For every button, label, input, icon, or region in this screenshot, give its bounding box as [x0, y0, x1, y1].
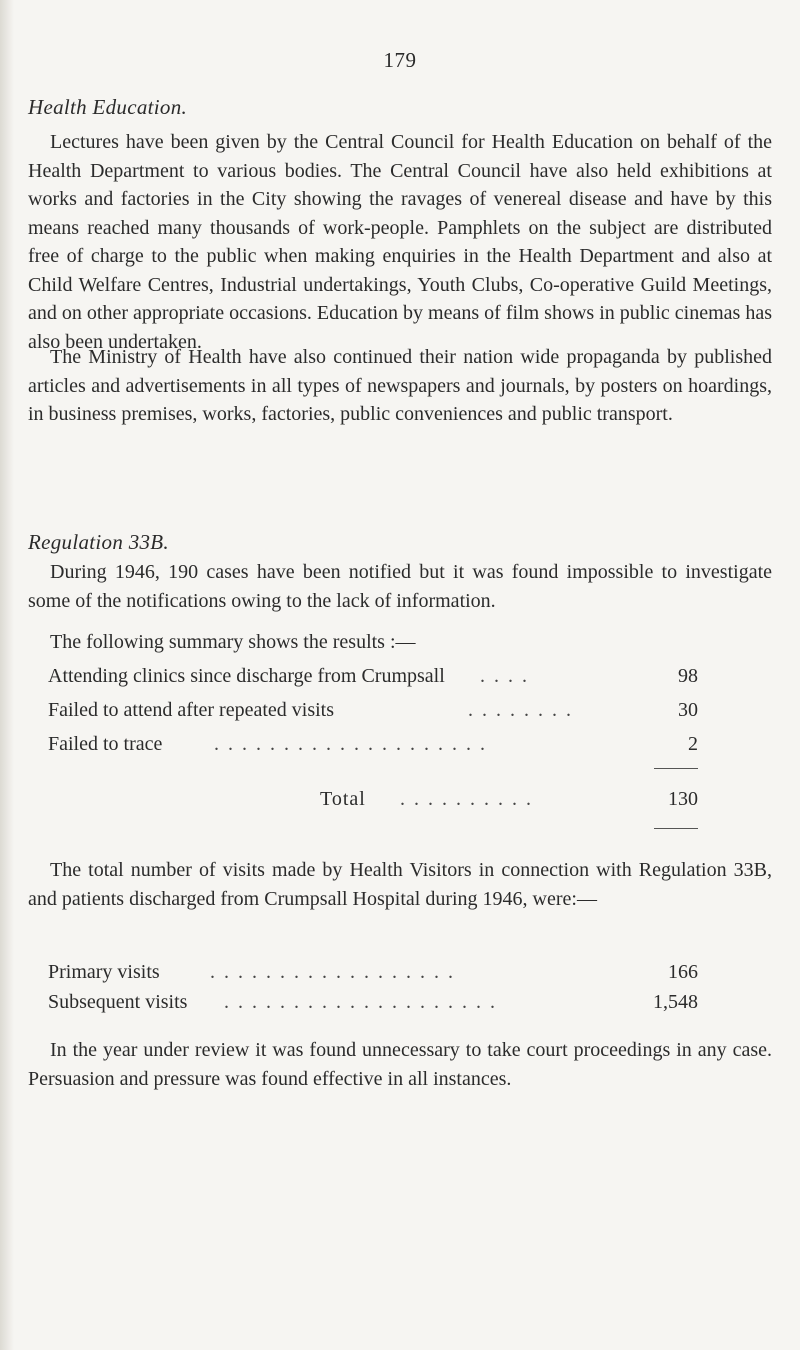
paragraph-health-education-lectures: [28, 128, 772, 356]
paragraph-ministry-propaganda: [28, 343, 772, 429]
dot-leader: . . . .: [480, 665, 529, 687]
paragraph-regulation-cases: [28, 558, 772, 615]
dot-leader: . . . . . . . . . . . . . . . . . .: [210, 961, 455, 983]
paragraph-text: In the year under review it was found unnecessary to take court proceedings in any case. Persuasion and pressure was found effective in all instances.: [28, 1039, 772, 1090]
visits-value: 1,548: [653, 991, 698, 1013]
sum-rule-bottom: [654, 828, 698, 829]
paragraph-text: Lectures have been given by the Central Council for Health Education on behalf of the Health Department to various bodies. The Central Council have also held exhibitions at works and factories in the City showing the ravages of venereal disease and have by this means reached many thousands of work-people. Pamphlets on the subject are distributed free of charge to the public when making enquiries in the Health Department and also at Child Welfare Centres, Industrial undertakings, Youth Clubs, Co-operative Guild Meetings, and on other appropriate occasions. Education by means of film shows in public cinemas has also been undertaken.: [28, 131, 772, 353]
summary-intro: [28, 628, 772, 657]
sum-rule-top: [654, 768, 698, 769]
dot-leader: . . . . . . . . . . . . . . . . . . . .: [224, 991, 497, 1013]
summary-value: 30: [678, 699, 698, 721]
dot-leader: . . . . . . . . . . . . . . . . . . . .: [214, 733, 487, 755]
page-binding-edge: [0, 0, 14, 1350]
paragraph-text: The following summary shows the results :—: [50, 631, 416, 653]
dot-leader: . . . . . . . .: [468, 699, 573, 721]
visits-label: Subsequent visits: [48, 991, 188, 1013]
dot-leader: . . . . . . . . . .: [400, 788, 533, 810]
page-number: 179: [383, 48, 417, 72]
total-label: Total: [320, 788, 366, 810]
summary-label: Failed to trace: [48, 733, 163, 755]
paragraph-visits-intro: [28, 856, 772, 913]
paragraph-text: During 1946, 190 cases have been notified but it was found impossible to investigate some of the notifications owing to the lack of information.: [28, 561, 772, 612]
visits-row-subsequent: [48, 987, 698, 1017]
section-heading-regulation-33b: Regulation 33B.: [28, 530, 169, 554]
summary-row-failed-trace: [48, 729, 698, 759]
summary-row-failed-attend: [48, 695, 698, 725]
summary-label: Failed to attend after repeated visits: [48, 699, 335, 721]
visits-value: 166: [668, 961, 698, 983]
visits-row-primary: [48, 957, 698, 987]
summary-value: 98: [678, 665, 698, 687]
total-value: 130: [668, 788, 698, 810]
summary-value: 2: [688, 733, 698, 755]
summary-row-total: [48, 784, 698, 814]
paragraph-text: The Ministry of Health have also continued their nation wide propaganda by published articles and advertisements in all types of newspapers and journals, by posters on hoardings, in business premises, works, factories, public conveniences and public transport.: [28, 346, 772, 425]
paragraph-text: The total number of visits made by Health Visitors in connection with Regulation 33B, and patients discharged from Crumpsall Hospital during 1946, were:—: [28, 859, 772, 910]
paragraph-court-proceedings: [28, 1036, 772, 1093]
section-heading-health-education: Health Education.: [28, 95, 188, 119]
summary-label: Attending clinics since discharge from Crumpsall: [48, 665, 445, 687]
summary-row-attending: [48, 661, 698, 691]
visits-label: Primary visits: [48, 961, 160, 983]
